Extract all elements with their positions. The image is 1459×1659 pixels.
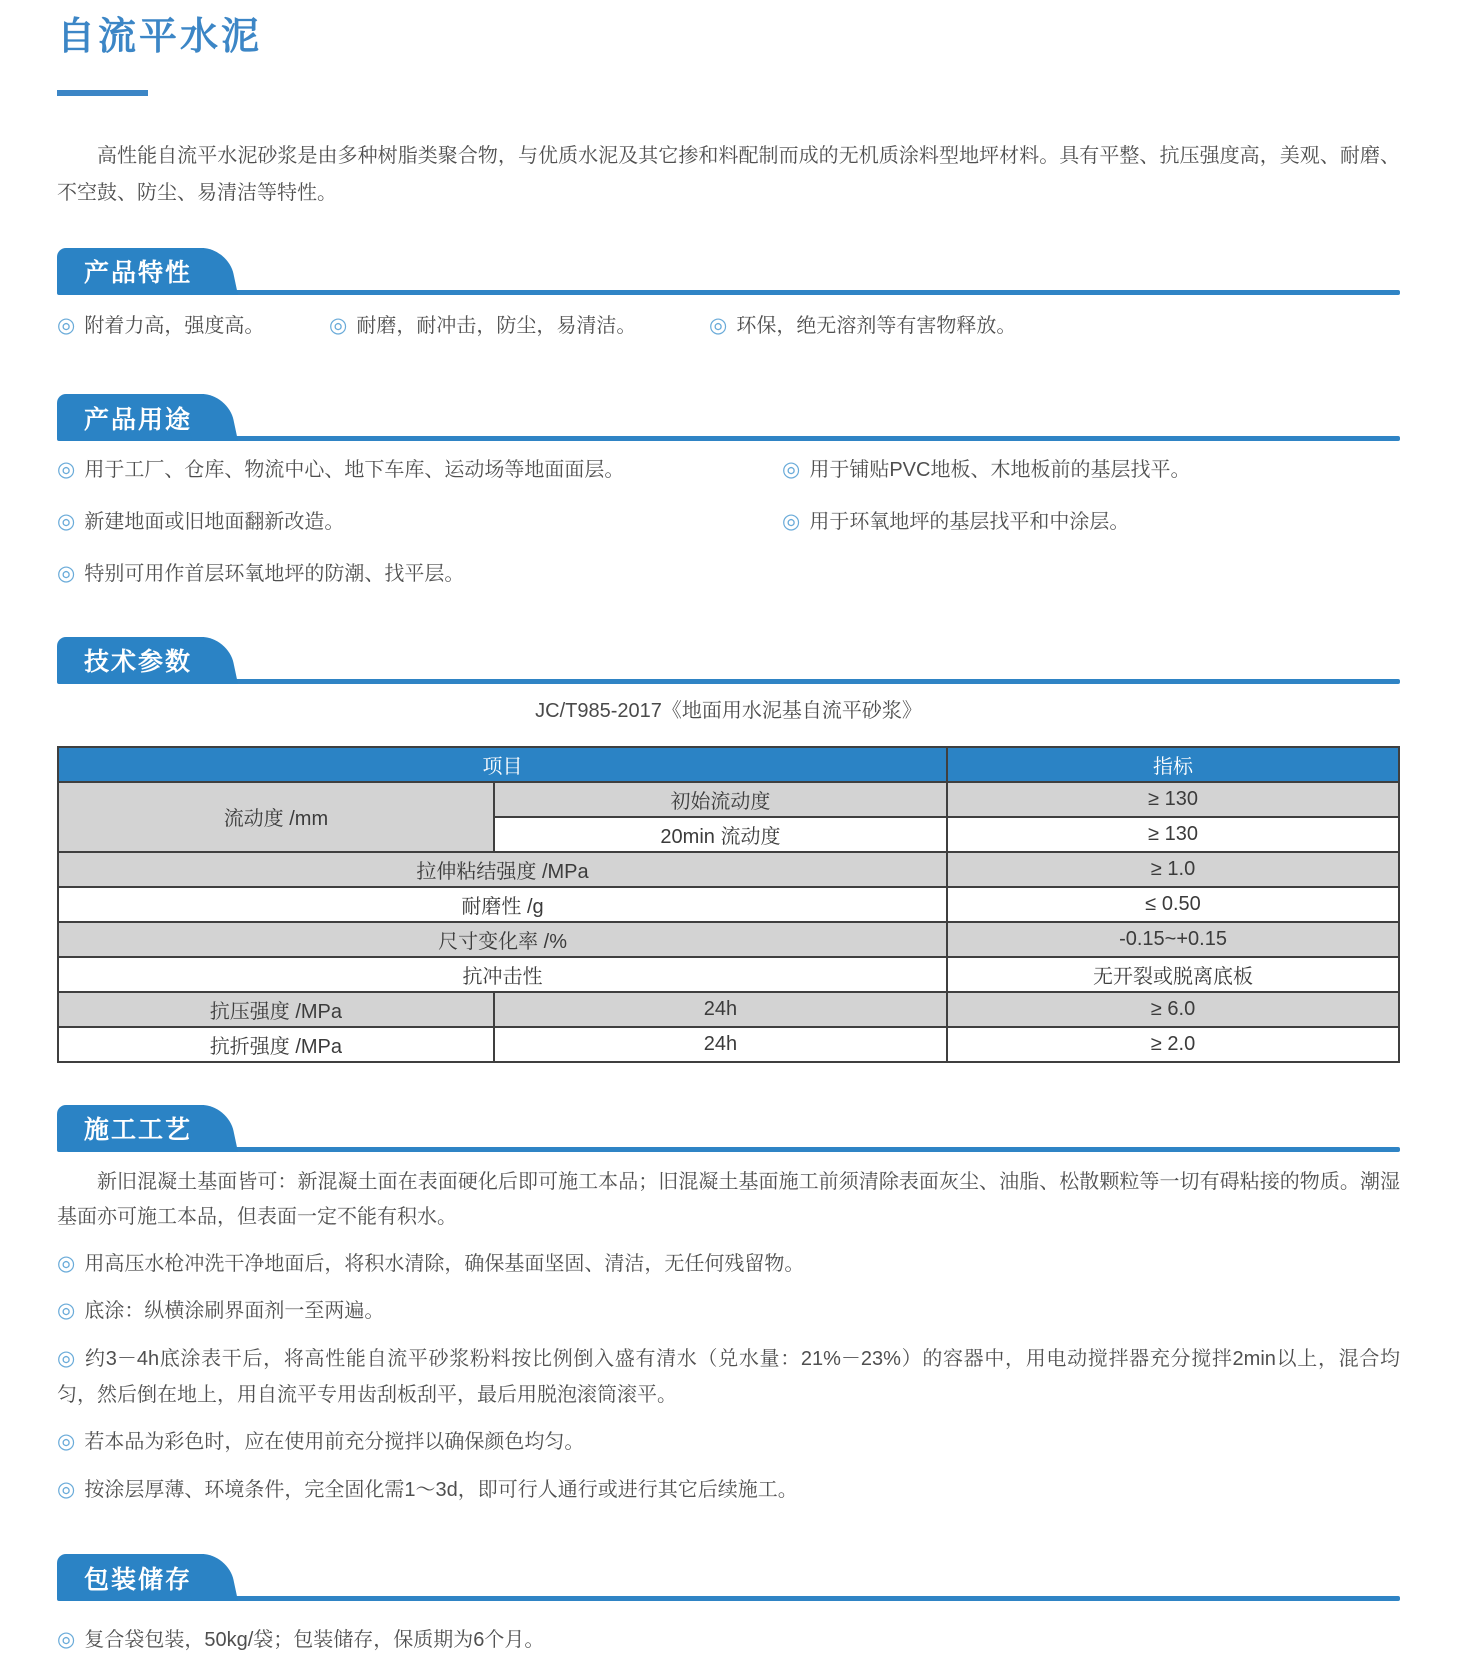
spec-table: [57, 746, 1400, 1063]
table-cell: 耐磨性 /g: [58, 887, 947, 922]
section-badge-uses: [57, 394, 204, 441]
ring-bullet-icon: ◎: [57, 1429, 76, 1453]
table-cell: 20min 流动度: [494, 817, 947, 852]
list-item: [782, 504, 1400, 541]
list-item: [57, 1341, 1400, 1413]
table-cell: ≥ 130: [947, 817, 1399, 852]
list-item-text: 用于工厂、仓库、物流中心、地下车库、运动场等地面面层。: [84, 459, 625, 482]
list-item: [57, 308, 329, 345]
table-row: [58, 1027, 1399, 1062]
ring-bullet-icon: ◎: [57, 313, 76, 337]
standard-reference: JC/T985-2017《地面用水泥基自流平砂浆》: [535, 699, 922, 722]
table-cell: ≥ 2.0: [947, 1027, 1399, 1062]
section-rule: [57, 1147, 1400, 1152]
section-packaging: [57, 1554, 1400, 1659]
section-specs: [57, 637, 1400, 1063]
section-rule: [57, 679, 1400, 684]
section-title: 施工工艺: [84, 1116, 193, 1144]
table-cell: 24h: [494, 992, 947, 1027]
list-item-text: 若本品为彩色时，应在使用前充分搅拌以确保颜色均匀。: [84, 1430, 585, 1453]
ring-bullet-icon: ◎: [57, 1347, 77, 1370]
process-list: [57, 1246, 1400, 1509]
list-item-text: 特别可用作首层环氧地坪的防潮、找平层。: [84, 562, 465, 585]
list-item-text: 用高压水枪冲洗干净地面后，将积水清除，确保基面坚固、清洁，无任何残留物。: [84, 1252, 805, 1275]
table-cell: ≥ 1.0: [947, 852, 1399, 887]
section-title: 包装储存: [84, 1565, 193, 1594]
list-item: [782, 452, 1400, 489]
ring-bullet-icon: ◎: [709, 313, 728, 337]
table-cell: 拉伸粘结强度 /MPa: [58, 852, 947, 887]
section-header-features: [57, 248, 1400, 295]
column-header-index: 指标: [947, 747, 1399, 782]
table-row: [58, 852, 1399, 887]
list-item-text: 约3－4h底涂表干后，将高性能自流平砂浆粉料按比例倒入盛有清水（兑水量：21%－23%）的容器中，用电动搅拌器充分搅拌2min以上，混合均匀，然后倒在地上，用自流平专用齿刮板刮平，最后用脱泡滚筒滚平。: [57, 1348, 1401, 1406]
table-cell: 抗冲击性: [58, 957, 947, 992]
list-item: [57, 1293, 1400, 1330]
section-process: [57, 1105, 1400, 1509]
table-row: [58, 922, 1399, 957]
section-title: 技术参数: [84, 648, 193, 676]
list-item-text: 新建地面或旧地面翻新改造。: [84, 511, 345, 533]
section-header-process: [57, 1105, 1400, 1152]
ring-bullet-icon: ◎: [57, 561, 76, 585]
section-title: 产品用途: [84, 405, 193, 434]
list-item: [57, 1424, 1400, 1461]
list-item: [57, 556, 782, 593]
intro-paragraph: 高性能自流平水泥砂浆是由多种树脂类聚合物，与优质水泥及其它掺和料配制而成的无机质涂料型地坪材料。具有平整、抗压强度高，美观、耐磨、不空鼓、防尘、易清洁等特性。: [57, 144, 1400, 204]
section-badge-specs: [57, 637, 204, 684]
table-cell: ≤ 0.50: [947, 887, 1399, 922]
section-rule: [57, 436, 1400, 441]
ring-bullet-icon: ◎: [782, 510, 801, 533]
table-cell: 抗折强度 /MPa: [58, 1027, 494, 1062]
list-item: [329, 308, 709, 345]
uses-list: [57, 452, 1400, 592]
table-cell: 抗压强度 /MPa: [58, 992, 494, 1027]
title-underline-accent: [57, 90, 148, 96]
list-item: [57, 1622, 1400, 1659]
list-item-text: 用于环氧地坪的基层找平和中涂层。: [809, 511, 1130, 533]
ring-bullet-icon: ◎: [57, 1477, 76, 1501]
section-header-specs: [57, 637, 1400, 684]
section-title: 产品特性: [84, 259, 193, 287]
list-item: [57, 452, 782, 489]
section-badge-process: [57, 1105, 204, 1152]
ring-bullet-icon: ◎: [57, 1299, 76, 1323]
table-cell: 24h: [494, 1027, 947, 1062]
table-cell: ≥ 6.0: [947, 992, 1399, 1027]
process-paragraph: 新旧混凝土基面皆可：新混凝土面在表面硬化后即可施工本品；旧混凝土基面施工前须清除表面灰尘、油脂、松散颗粒等一切有碍粘接的物质。潮湿基面亦可施工本品，但表面一定不能有积水。: [57, 1170, 1400, 1228]
section-uses: [57, 394, 1400, 592]
list-item-text: 附着力高，强度高。: [84, 314, 265, 337]
ring-bullet-icon: ◎: [57, 510, 76, 533]
page-title: 自流平水泥: [57, 16, 263, 58]
section-header-packaging: [57, 1554, 1400, 1601]
ring-bullet-icon: ◎: [57, 458, 76, 482]
table-row: [58, 782, 1399, 817]
section-rule: [57, 1596, 1400, 1601]
table-cell: 流动度 /mm: [58, 782, 494, 852]
list-item-text: 耐磨，耐冲击，防尘，易清洁。: [356, 314, 637, 337]
list-item: [57, 1472, 1400, 1509]
ring-bullet-icon: ◎: [57, 1251, 76, 1275]
ring-bullet-icon: ◎: [782, 458, 801, 482]
column-header-item: 项目: [58, 747, 947, 782]
table-cell: 初始流动度: [494, 782, 947, 817]
table-header-row: [58, 747, 1399, 782]
section-badge-packaging: [57, 1554, 204, 1601]
table-row: [58, 887, 1399, 922]
section-rule: [57, 290, 1400, 295]
ring-bullet-icon: ◎: [57, 1628, 76, 1652]
section-badge-features: [57, 248, 204, 295]
table-cell: 尺寸变化率 /%: [58, 922, 947, 957]
table-cell: 无开裂或脱离底板: [947, 957, 1399, 992]
table-cell: -0.15~+0.15: [947, 922, 1399, 957]
list-item-text: 按涂层厚薄、环境条件，完全固化需1～3d，即可行人通行或进行其它后续施工。: [84, 1478, 798, 1501]
ring-bullet-icon: ◎: [329, 313, 348, 337]
list-item-text: 复合袋包装，50kg/袋；包装储存，保质期为6个月。: [84, 1629, 545, 1652]
list-item: [57, 504, 782, 541]
table-cell: ≥ 130: [947, 782, 1399, 817]
list-item-text: 底涂：纵横涂刷界面剂一至两遍。: [84, 1300, 385, 1323]
section-header-uses: [57, 394, 1400, 441]
section-features: [57, 248, 1400, 345]
list-item-text: 环保，绝无溶剂等有害物释放。: [736, 314, 1017, 337]
table-row: [58, 992, 1399, 1027]
list-item-text: 用于铺贴PVC地板、木地板前的基层找平。: [809, 459, 1191, 482]
features-list: [57, 308, 1400, 345]
list-item: [709, 308, 1016, 345]
table-row: [58, 957, 1399, 992]
list-item: [57, 1246, 1400, 1283]
